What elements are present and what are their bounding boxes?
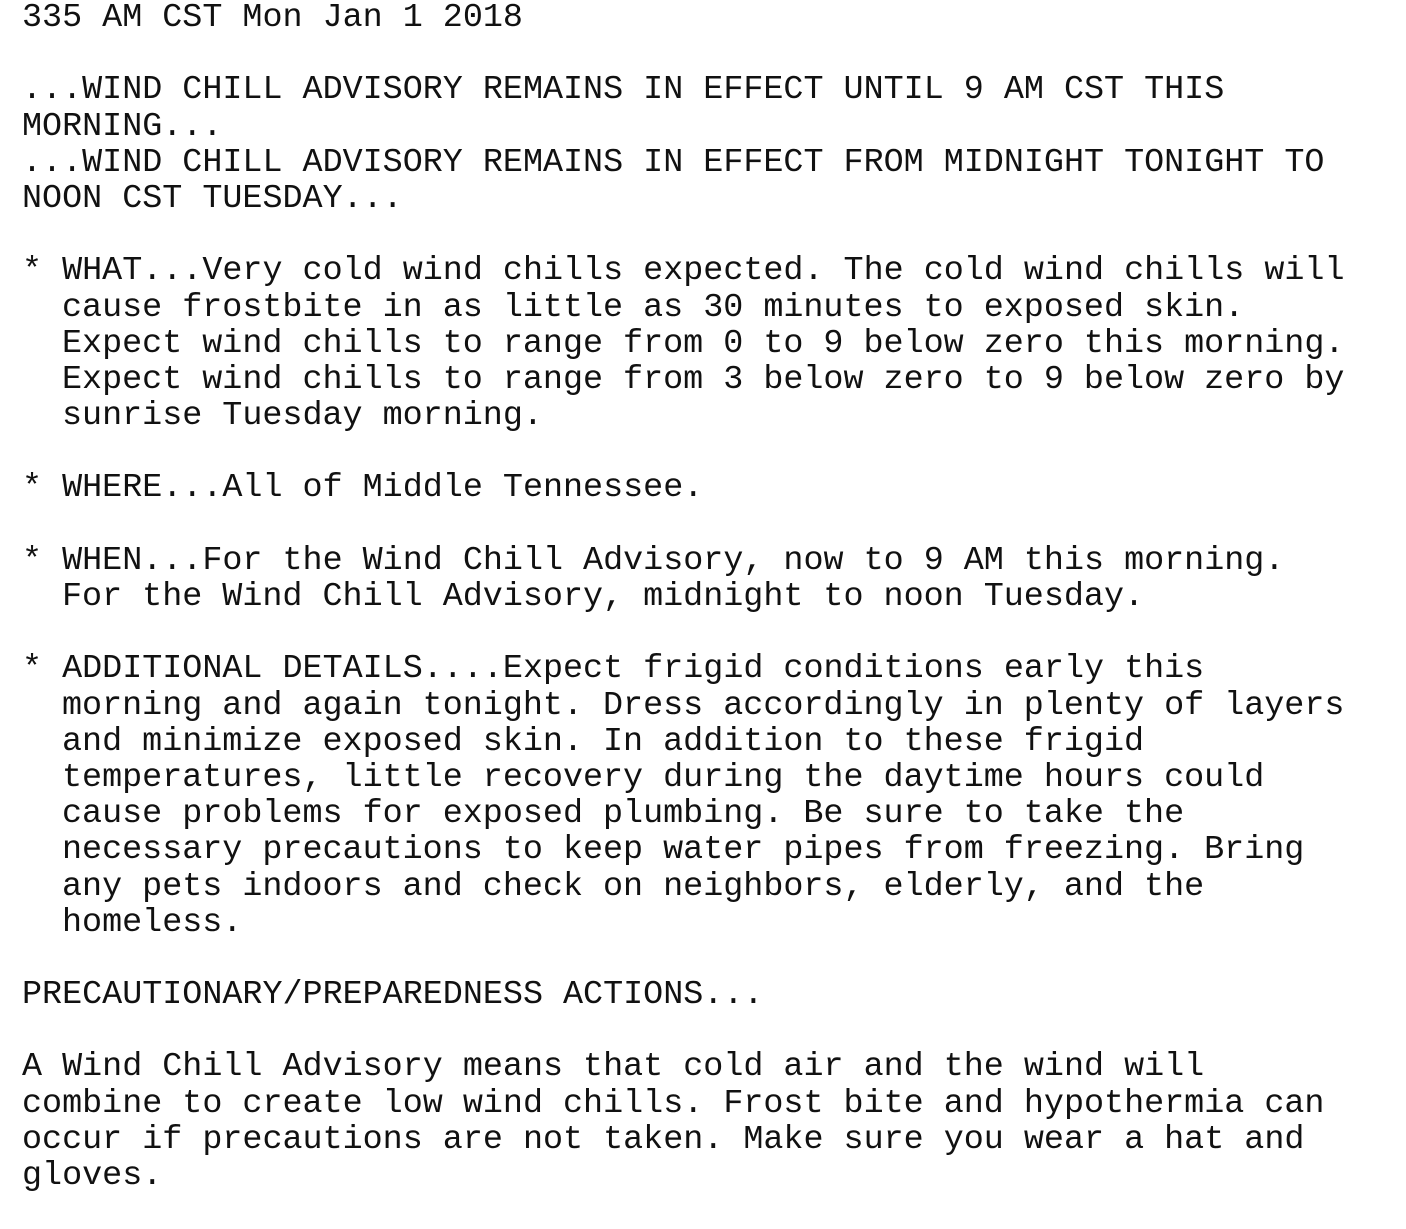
where-section-line: * WHERE...All of Middle Tennessee. (22, 469, 704, 508)
when-section-line: * WHEN...For the Wind Chill Advisory, now to 9 AM this morning. (22, 541, 1285, 580)
details-section-line: any pets indoors and check on neighbors, elderly, and the (62, 867, 1205, 906)
when-section-line: For the Wind Chill Advisory, midnight to noon Tuesday. (62, 578, 1145, 616)
details-section-line: morning and again tonight. Dress accordingly in plenty of layers (62, 686, 1345, 725)
spacer (22, 434, 1402, 470)
spacer (22, 1013, 1402, 1049)
actions-body-line: A Wind Chill Advisory means that cold air and the wind will (22, 1048, 1205, 1087)
issue-timestamp: 335 AM CST Mon Jan 1 2018 (22, 0, 523, 37)
details-section-line: and minimize exposed skin. In addition to these frigid (62, 722, 1145, 761)
what-section-line: Expect wind chills to range from 0 to 9 below zero this morning. (62, 324, 1345, 363)
actions-heading: PRECAUTIONARY/PREPAREDNESS ACTIONS... (22, 976, 764, 1015)
spacer (22, 615, 1402, 651)
details-section-line: temperatures, little recovery during the daytime hours could (62, 758, 1265, 797)
details-section-line: necessary precautions to keep water pipes from freezing. Bring (62, 831, 1305, 870)
advisory-document (22, 0, 1402, 1194)
headline-line: NOON CST TUESDAY... (22, 179, 403, 218)
what-section-line: * WHAT...Very cold wind chills expected. The cold wind chills will (22, 252, 1345, 291)
spacer (22, 941, 1402, 977)
details-section-line: homeless. (62, 903, 243, 942)
details-section-line: * ADDITIONAL DETAILS....Expect frigid conditions early this (22, 650, 1205, 689)
spacer (22, 507, 1402, 543)
actions-body-line: occur if precautions are not taken. Make sure you wear a hat and (22, 1120, 1305, 1159)
what-section-line: cause frostbite in as little as 30 minutes to exposed skin. (62, 288, 1245, 327)
actions-body-line: combine to create low wind chills. Frost bite and hypothermia can (22, 1084, 1325, 1123)
actions-body-line: gloves. (22, 1157, 163, 1195)
what-section-line: sunrise Tuesday morning. (62, 397, 543, 436)
spacer (22, 36, 1402, 72)
spacer (22, 217, 1402, 253)
what-section-line: Expect wind chills to range from 3 below zero to 9 below zero by (62, 360, 1345, 399)
details-section-line: cause problems for exposed plumbing. Be sure to take the (62, 795, 1185, 834)
headline-line: MORNING... (22, 107, 223, 146)
headline-line: ...WIND CHILL ADVISORY REMAINS IN EFFECT UNTIL 9 AM CST THIS (22, 71, 1225, 110)
headline-line: ...WIND CHILL ADVISORY REMAINS IN EFFECT FROM MIDNIGHT TONIGHT TO (22, 143, 1325, 182)
